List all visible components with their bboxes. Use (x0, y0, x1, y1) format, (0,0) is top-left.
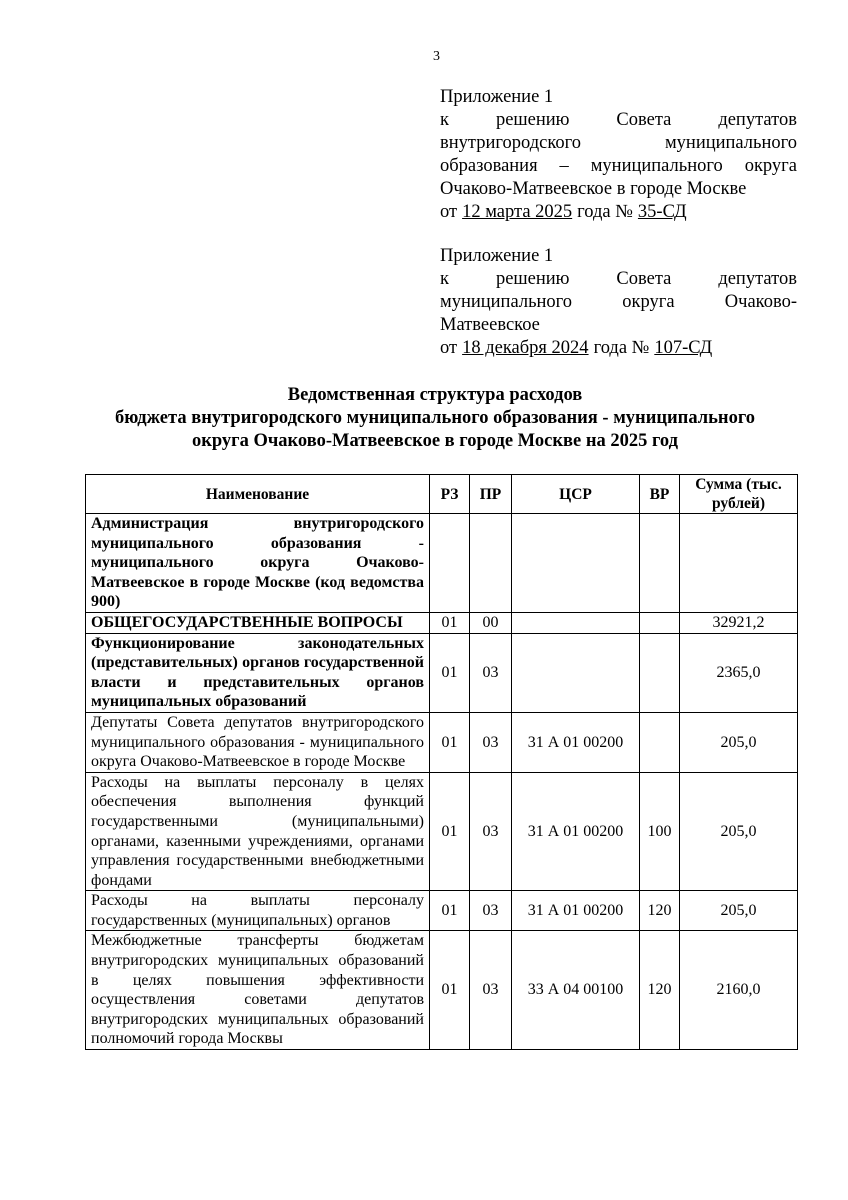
page-number: 3 (433, 49, 440, 64)
column-header-pr: ПР (470, 475, 512, 514)
title-line: бюджета внутригородского муниципального образования - муниципального (114, 408, 756, 428)
column-header-sum: Сумма (тыс. рублей) (680, 475, 798, 514)
row-sum: 2365,0 (680, 633, 798, 712)
appendix-word: года № (593, 338, 650, 358)
row-pr: 03 (470, 931, 512, 1050)
table-header-row (86, 475, 798, 514)
decision-date: 12 марта 2025 (462, 202, 573, 222)
appendix-word: от (440, 202, 458, 222)
appendix-word: к (440, 110, 449, 130)
appendix-block-1 (440, 86, 797, 224)
title-line: округа Очаково-Матвеевское в городе Москве на 2025 год (191, 431, 679, 451)
row-pr: 00 (470, 612, 512, 633)
appendix-word: внутригородского (440, 133, 581, 153)
row-vr (640, 712, 680, 772)
row-csr: 31 А 01 00200 (512, 712, 640, 772)
row-vr (640, 612, 680, 633)
row-sum (680, 514, 798, 613)
row-rz: 01 (430, 772, 470, 891)
appendix-line: Очаково-Матвеевское в городе Москве (440, 179, 747, 199)
column-header-csr: ЦСР (512, 475, 640, 514)
table-row (86, 712, 798, 772)
appendix-word: образования (440, 156, 538, 176)
row-pr: 03 (470, 712, 512, 772)
row-pr: 03 (470, 633, 512, 712)
table-row (86, 612, 798, 633)
table-row (86, 633, 798, 712)
row-rz: 01 (430, 633, 470, 712)
decision-date: 18 декабря 2024 (462, 338, 589, 358)
row-rz (430, 514, 470, 613)
row-name: Межбюджетные трансферты бюджетам внутригородских муниципальных образований в целях повышения эффективности осуществления советами депутатов внутригородских муниципальных образований полномочий города Москвы (86, 931, 430, 1050)
row-rz: 01 (430, 612, 470, 633)
appendix-word: округа (622, 292, 675, 312)
row-csr (512, 514, 640, 613)
appendix-word: – (559, 156, 569, 176)
row-name: Функционирование законодательных (представительных) органов государственной власти и представительных органов муниципальных образований (86, 633, 430, 712)
table-row (86, 931, 798, 1050)
appendix-word: муниципального (440, 292, 573, 312)
table-row (86, 772, 798, 891)
row-pr: 03 (470, 891, 512, 931)
row-vr: 120 (640, 931, 680, 1050)
row-vr (640, 514, 680, 613)
column-header-vr: ВР (640, 475, 680, 514)
row-vr (640, 633, 680, 712)
row-csr (512, 633, 640, 712)
appendix-word: к (440, 269, 449, 289)
appendix-word: депутатов (718, 110, 797, 130)
appendix-word: года № (577, 202, 633, 222)
row-name: ОБЩЕГОСУДАРСТВЕННЫЕ ВОПРОСЫ (86, 612, 430, 633)
column-header-rz: РЗ (430, 475, 470, 514)
appendix-word: Совета (616, 269, 672, 289)
row-rz: 01 (430, 931, 470, 1050)
appendix-word: решению (495, 110, 570, 130)
budget-table (85, 474, 798, 1050)
title-line: Ведомственная структура расходов (287, 385, 583, 405)
row-rz: 01 (430, 891, 470, 931)
row-csr (512, 612, 640, 633)
row-pr (470, 514, 512, 613)
row-name: Администрация внутригородского муниципального образования - муниципального округа Очаково-Матвеевское в городе Москве (код ведомства 900) (86, 514, 430, 613)
appendix-word: депутатов (718, 269, 797, 289)
row-vr: 100 (640, 772, 680, 891)
row-sum: 32921,2 (680, 612, 798, 633)
appendix-word: муниципального (590, 156, 723, 176)
table-row (86, 514, 798, 613)
table-row (86, 891, 798, 931)
row-sum: 2160,0 (680, 931, 798, 1050)
document-title (50, 384, 820, 453)
row-sum: 205,0 (680, 772, 798, 891)
appendix-word: муниципального (664, 133, 797, 153)
row-name: Расходы на выплаты персоналу государственных (муниципальных) органов (86, 891, 430, 931)
column-header-name: Наименование (86, 475, 430, 514)
row-name: Расходы на выплаты персоналу в целях обеспечения выполнения функций государственными (муниципальными) органами, казенными учреждениями, органами управления государственными внебюджетными фондами (86, 772, 430, 891)
row-name: Депутаты Совета депутатов внутригородского муниципального образования - муниципального округа Очаково-Матвеевское в городе Москве (86, 712, 430, 772)
decision-number: 35-СД (637, 202, 687, 222)
row-csr: 31 А 01 00200 (512, 891, 640, 931)
appendix-word: Совета (616, 110, 672, 130)
row-rz: 01 (430, 712, 470, 772)
appendix-title: Приложение 1 (440, 246, 554, 266)
row-vr: 120 (640, 891, 680, 931)
appendix-word: решению (495, 269, 570, 289)
row-csr: 31 А 01 00200 (512, 772, 640, 891)
appendix-title: Приложение 1 (440, 87, 554, 107)
row-sum: 205,0 (680, 712, 798, 772)
row-pr: 03 (470, 772, 512, 891)
appendix-line: Матвеевское (440, 315, 540, 335)
appendix-word: от (440, 338, 458, 358)
row-sum: 205,0 (680, 891, 798, 931)
decision-number: 107-СД (654, 338, 713, 358)
appendix-block-2 (440, 245, 797, 360)
appendix-word: Очаково- (724, 292, 797, 312)
row-csr: 33 А 04 00100 (512, 931, 640, 1050)
appendix-word: округа (744, 156, 797, 176)
